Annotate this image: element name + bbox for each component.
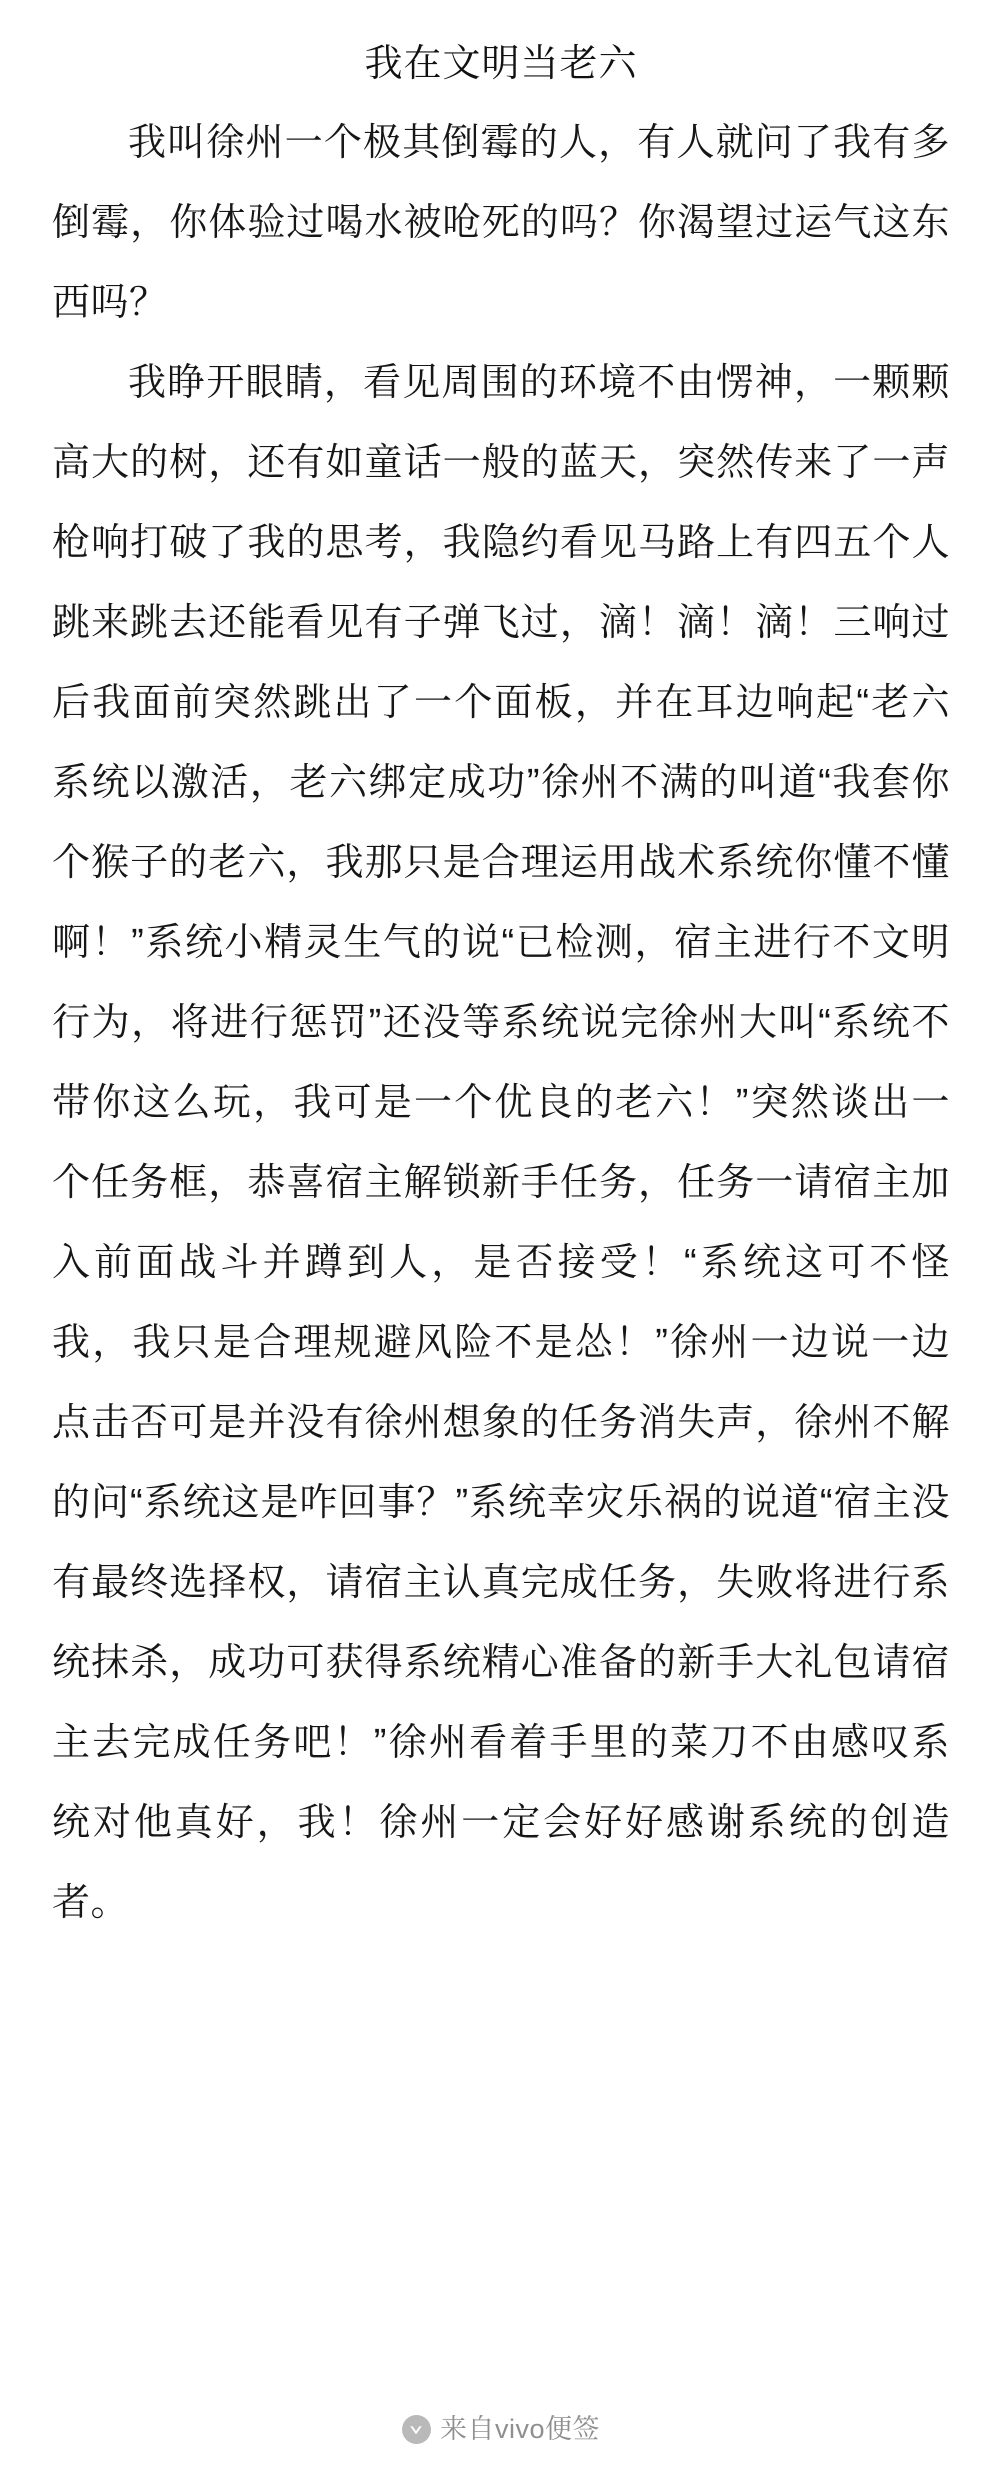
paragraph: 我叫徐州一个极其倒霉的人，有人就问了我有多倒霉，你体验过喝水被呛死的吗？你渴望过运气这东西吗？ bbox=[52, 122, 950, 325]
note-footer bbox=[52, 2359, 950, 2478]
note-body bbox=[52, 103, 950, 1943]
vivo-logo-icon bbox=[402, 2415, 431, 2444]
paragraph: 我睁开眼睛，看见周围的环境不由愣神，一颗颗高大的树，还有如童话一般的蓝天，突然传来了一声枪响打破了我的思考，我隐约看见马路上有四五个人跳来跳去还能看见有子弹飞过，滴！滴！滴！三响过后我面前突然跳出了一个面板，并在耳边响起“老六系统以激活，老六绑定成功”徐州不满的叫道“我套你个猴子的老六，我那只是合理运用战术系统你懂不懂啊！”系统小精灵生气的说“已检测，宿主进行不文明行为，将进行惩罚”还没等系统说完徐州大叫“系统不带你这么玩，我可是一个优良的老六！”突然谈出一个任务框，恭喜宿主解锁新手任务，任务一请宿主加入前面战斗并蹲到人，是否接受！“系统这可不怪我，我只是合理规避风险不是怂！”徐州一边说一边点击否可是并没有徐州想象的任务消失声，徐州不解的问“系统这是咋回事？”系统幸灾乐祸的说道“宿主没有最终选择权，请宿主认真完成任务，失败将进行系统抹杀，成功可获得系统精心准备的新手大礼包请宿主去完成任务吧！”徐州看着手里的菜刀不由感叹系统对他真好，我！徐州一定会好好感谢系统的创造者。 bbox=[52, 362, 950, 1925]
page-title: 我在文明当老六 bbox=[364, 43, 638, 85]
note-source-label: 来自vivo便签 bbox=[439, 2414, 600, 2444]
